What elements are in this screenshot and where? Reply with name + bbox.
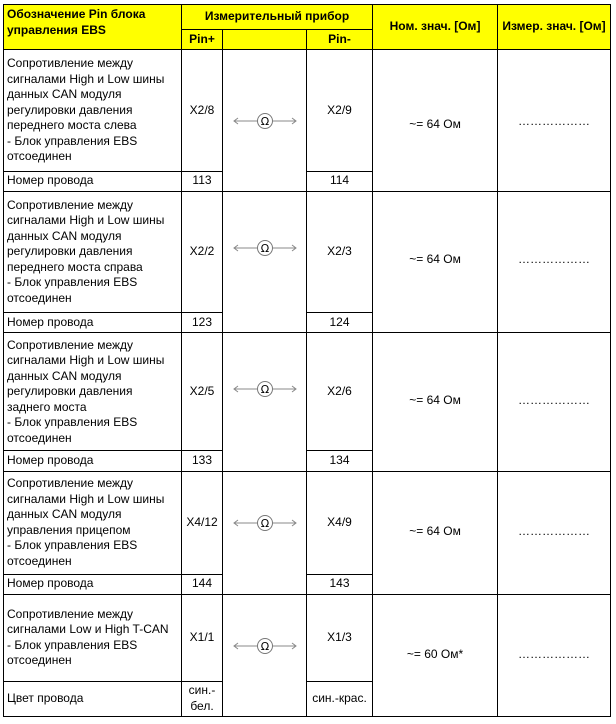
row-description: Сопротивление между сигналами High и Low шины данных CAN модуля регулировки давления переднего моста слева - Блок управления EBS отсоединен — [4, 50, 182, 171]
row-pin-minus: X2/9 — [307, 50, 373, 171]
row-sub-label: Номер провода — [4, 171, 182, 191]
table-row — [4, 471, 611, 574]
row-nominal-value: ~= 64 Ом — [373, 471, 498, 594]
row-nominal-value: ~= 64 Ом — [373, 50, 498, 191]
table-row — [4, 191, 611, 312]
row-description: Сопротивление между сигналами Low и High T-CAN - Блок управления EBS отсоединен — [4, 594, 182, 681]
row-sub-plus: син.-бел. — [182, 681, 223, 716]
ohm-symbol: Ω — [260, 639, 269, 653]
row-sub-minus: син.-крас. — [307, 681, 373, 716]
row-sub-minus: 114 — [307, 171, 373, 191]
ohmmeter-cell — [223, 594, 307, 716]
row-sub-plus: 133 — [182, 451, 223, 471]
ohmmeter-icon — [232, 637, 298, 655]
row-measured-value[interactable]: ……………… — [498, 50, 611, 191]
header-pin-minus: Pin- — [307, 30, 373, 50]
row-pin-minus: X1/3 — [307, 594, 373, 681]
row-description: Сопротивление между сигналами High и Low шины данных CAN модуля управления прицепом - Блок управления EBS отсоединен — [4, 471, 182, 574]
header-pin-plus: Pin+ — [182, 30, 223, 50]
ohmmeter-icon — [232, 380, 298, 398]
row-sub-label: Цвет провода — [4, 681, 182, 716]
ohm-symbol: Ω — [260, 516, 269, 530]
row-sub-plus: 144 — [182, 574, 223, 594]
row-nominal-value: ~= 64 Ом — [373, 333, 498, 471]
measurement-table — [3, 4, 611, 717]
ohm-symbol: Ω — [260, 115, 269, 129]
row-measured-value[interactable]: ……………… — [498, 191, 611, 332]
row-pin-plus: X1/1 — [182, 594, 223, 681]
header-instrument: Измерительный прибор — [182, 5, 373, 30]
ohmmeter-cell — [223, 50, 307, 191]
row-sub-label: Номер провода — [4, 451, 182, 471]
row-sub-plus: 113 — [182, 171, 223, 191]
row-pin-plus: X4/12 — [182, 471, 223, 574]
row-pin-minus: X2/3 — [307, 191, 373, 312]
header-measured-value: Измер. знач. [Ом] — [498, 5, 611, 50]
row-sub-minus: 134 — [307, 451, 373, 471]
row-sub-label: Номер провода — [4, 312, 182, 332]
header-pin-designation: Обозначение Pin блока управления EBS — [4, 5, 182, 50]
row-pin-plus: X2/5 — [182, 333, 223, 451]
ohmmeter-icon — [232, 514, 298, 532]
ohmmeter-cell — [223, 191, 307, 332]
ohmmeter-icon — [232, 112, 298, 130]
table-row — [4, 333, 611, 451]
row-description: Сопротивление между сигналами High и Low шины данных CAN модуля регулировки давления заднего моста - Блок управления EBS отсоединен — [4, 333, 182, 451]
row-pin-minus: X2/6 — [307, 333, 373, 451]
row-measured-value[interactable]: ……………… — [498, 471, 611, 594]
row-measured-value[interactable]: ……………… — [498, 594, 611, 716]
row-measured-value[interactable]: ……………… — [498, 333, 611, 471]
row-sub-plus: 123 — [182, 312, 223, 332]
table-row — [4, 594, 611, 681]
row-description: Сопротивление между сигналами High и Low шины данных CAN модуля регулировки давления переднего моста справа - Блок управления EBS отсоединен — [4, 191, 182, 312]
row-nominal-value: ~= 60 Ом* — [373, 594, 498, 716]
ohmmeter-icon — [232, 239, 298, 257]
row-nominal-value: ~= 64 Ом — [373, 191, 498, 332]
row-sub-label: Номер провода — [4, 574, 182, 594]
row-pin-plus: X2/8 — [182, 50, 223, 171]
ohmmeter-cell — [223, 333, 307, 471]
ohm-symbol: Ω — [260, 383, 269, 397]
ohm-symbol: Ω — [260, 241, 269, 255]
header-nominal-value: Ном. знач. [Ом] — [373, 5, 498, 50]
header-instrument-blank — [223, 30, 307, 50]
table-row — [4, 50, 611, 171]
row-pin-minus: X4/9 — [307, 471, 373, 574]
row-pin-plus: X2/2 — [182, 191, 223, 312]
ohmmeter-cell — [223, 471, 307, 594]
row-sub-minus: 143 — [307, 574, 373, 594]
row-sub-minus: 124 — [307, 312, 373, 332]
